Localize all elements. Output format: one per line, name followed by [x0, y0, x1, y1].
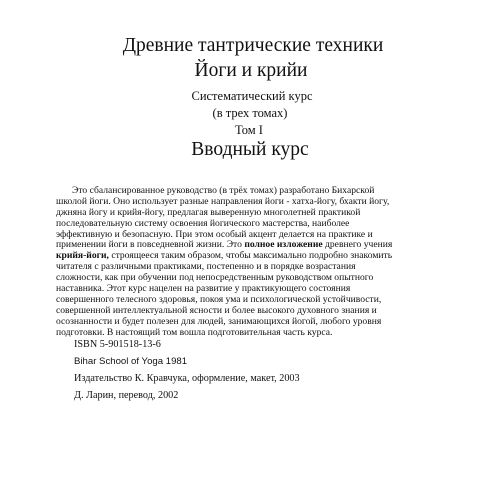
bold-phrase: полное изложение: [244, 239, 323, 251]
isbn: ISBN 5-901518-13-6: [74, 339, 161, 350]
volumes-note: (в трех томах): [212, 106, 288, 120]
paragraph-line: совершенного телесного здоровья, покоя ума и психологической устойчивости,: [56, 293, 382, 305]
copyright-bihar: Bihar School of Yoga 1981: [74, 356, 188, 367]
paragraph-line: наставника. Этот курс нацелен на развитие у практикующего состояния: [56, 283, 351, 295]
paragraph-line: эффективную и безопасную. При этом особый акцент делается на практике и: [56, 228, 373, 240]
description-paragraph: [56, 186, 468, 338]
book-subtitle: Систематический курс: [191, 89, 313, 103]
paragraph-text: древнего учения: [322, 239, 393, 251]
paragraph-line: школой йоги. Оно использует разные направления йоги - хатха-йогу, бхакти йогу,: [56, 195, 390, 207]
paragraph-line: осознанности и будет полезен для людей, занимающихся йогой, любого уровня: [56, 315, 382, 327]
paragraph-line: Это сбалансированное руководство (в трёх томах) разработано Бихарской: [72, 185, 375, 196]
translation-credit: Д. Ларин, перевод, 2002: [74, 390, 179, 401]
volume-number: Том I: [235, 123, 263, 137]
paragraph-line: джняна йогу и крийя-йогу, предлагая выверенную многолетней практикой: [56, 206, 361, 218]
course-title: Вводный курс: [191, 139, 309, 160]
paragraph-line: читателя с различными практиками, постепенно и в порядке возрастания: [56, 261, 356, 273]
paragraph-line: совершенной интеллектуальной ясности и более высокого духовного знания и: [56, 304, 377, 316]
copyright-publisher: Издательство К. Кравчука, оформление, макет, 2003: [74, 373, 300, 384]
paragraph-text: строящееся таким образом, чтобы максимально подробно знакомить: [108, 250, 393, 262]
bold-phrase: крийя-йоги,: [56, 250, 109, 262]
paragraph-text: применении йоги в повседневной жизни. Это: [56, 239, 245, 251]
paragraph-line: сложности, как при обучении под непосредственным руководством опытного: [56, 272, 374, 284]
book-title-line-1: Древние тантрические техники: [122, 35, 384, 56]
book-title-line-2: Йоги и крийи: [194, 60, 308, 81]
publication-info: [74, 336, 300, 404]
paragraph-line: последовательную систему освоения йогического мастерства, наиболее: [56, 217, 350, 229]
paragraph-line: подготовки. В настоящий том вошла подготовительная часть курса.: [56, 326, 333, 338]
title-block: [0, 34, 488, 161]
